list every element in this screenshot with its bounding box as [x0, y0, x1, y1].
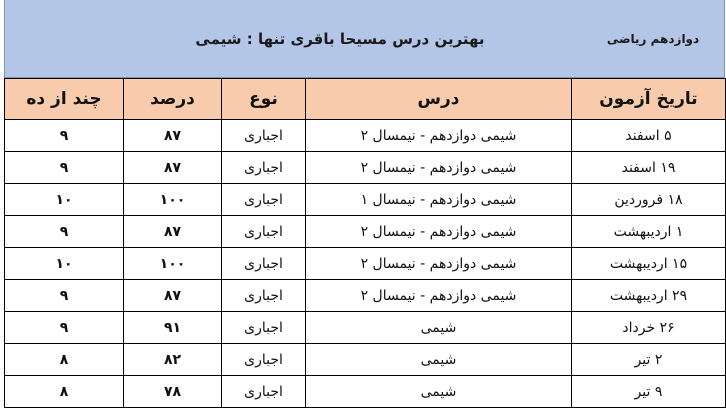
column-header-date: تاریخ آزمون	[572, 79, 726, 120]
column-header-lesson: درس	[306, 79, 572, 120]
cell-score: ۹	[5, 312, 124, 344]
cell-date: ۱۵ اردیبهشت	[572, 248, 726, 280]
cell-date: ۲۶ خرداد	[572, 312, 726, 344]
table-row	[5, 344, 726, 376]
cell-percent: ۸۷	[124, 280, 222, 312]
table-row	[5, 152, 726, 184]
cell-lesson: شیمی دوازدهم - نیمسال ۱	[306, 184, 572, 216]
table-header-row	[5, 79, 726, 120]
cell-lesson: شیمی دوازدهم - نیمسال ۲	[306, 216, 572, 248]
cell-score: ۹	[5, 216, 124, 248]
table-row	[5, 184, 726, 216]
column-header-percent: درصد	[124, 79, 222, 120]
table-row	[5, 216, 726, 248]
cell-date: ۱۸ فروردین	[572, 184, 726, 216]
cell-score: ۸	[5, 344, 124, 376]
cell-date: ۹ تیر	[572, 376, 726, 408]
cell-date: ۵ اسفند	[572, 120, 726, 152]
cell-percent: ۸۷	[124, 120, 222, 152]
results-table	[4, 78, 726, 408]
cell-type: اجباری	[222, 376, 306, 408]
cell-score: ۱۰	[5, 248, 124, 280]
cell-type: اجباری	[222, 184, 306, 216]
cell-date: ۱ اردیبهشت	[572, 216, 726, 248]
table-row	[5, 376, 726, 408]
cell-lesson: شیمی دوازدهم - نیمسال ۲	[306, 120, 572, 152]
cell-score: ۹	[5, 152, 124, 184]
cell-score: ۹	[5, 280, 124, 312]
cell-percent: ۷۸	[124, 376, 222, 408]
table-row	[5, 120, 726, 152]
cell-date: ۲ تیر	[572, 344, 726, 376]
cell-score: ۱۰	[5, 184, 124, 216]
cell-percent: ۱۰۰	[124, 184, 222, 216]
cell-percent: ۸۲	[124, 344, 222, 376]
cell-date: ۱۹ اسفند	[572, 152, 726, 184]
page-title: بهترین درس مسیحا باقری تنها : شیمی	[195, 30, 485, 48]
grade-label: دوازدهم ریاضی	[606, 32, 700, 46]
cell-percent: ۹۱	[124, 312, 222, 344]
cell-type: اجباری	[222, 280, 306, 312]
cell-type: اجباری	[222, 152, 306, 184]
cell-percent: ۸۷	[124, 152, 222, 184]
cell-percent: ۱۰۰	[124, 248, 222, 280]
cell-type: اجباری	[222, 248, 306, 280]
cell-date: ۲۹ اردیبهشت	[572, 280, 726, 312]
table-row	[5, 280, 726, 312]
cell-percent: ۸۷	[124, 216, 222, 248]
cell-type: اجباری	[222, 216, 306, 248]
cell-lesson: شیمی دوازدهم - نیمسال ۲	[306, 280, 572, 312]
cell-score: ۹	[5, 120, 124, 152]
cell-type: اجباری	[222, 312, 306, 344]
header-banner	[4, 0, 725, 78]
cell-score: ۸	[5, 376, 124, 408]
cell-lesson: شیمی	[306, 376, 572, 408]
cell-lesson: شیمی	[306, 344, 572, 376]
cell-type: اجباری	[222, 120, 306, 152]
column-header-type: نوع	[222, 79, 306, 120]
cell-type: اجباری	[222, 344, 306, 376]
column-header-score: چند از ده	[5, 79, 124, 120]
table-row	[5, 312, 726, 344]
cell-lesson: شیمی	[306, 312, 572, 344]
cell-lesson: شیمی دوازدهم - نیمسال ۲	[306, 248, 572, 280]
table-row	[5, 248, 726, 280]
cell-lesson: شیمی دوازدهم - نیمسال ۲	[306, 152, 572, 184]
